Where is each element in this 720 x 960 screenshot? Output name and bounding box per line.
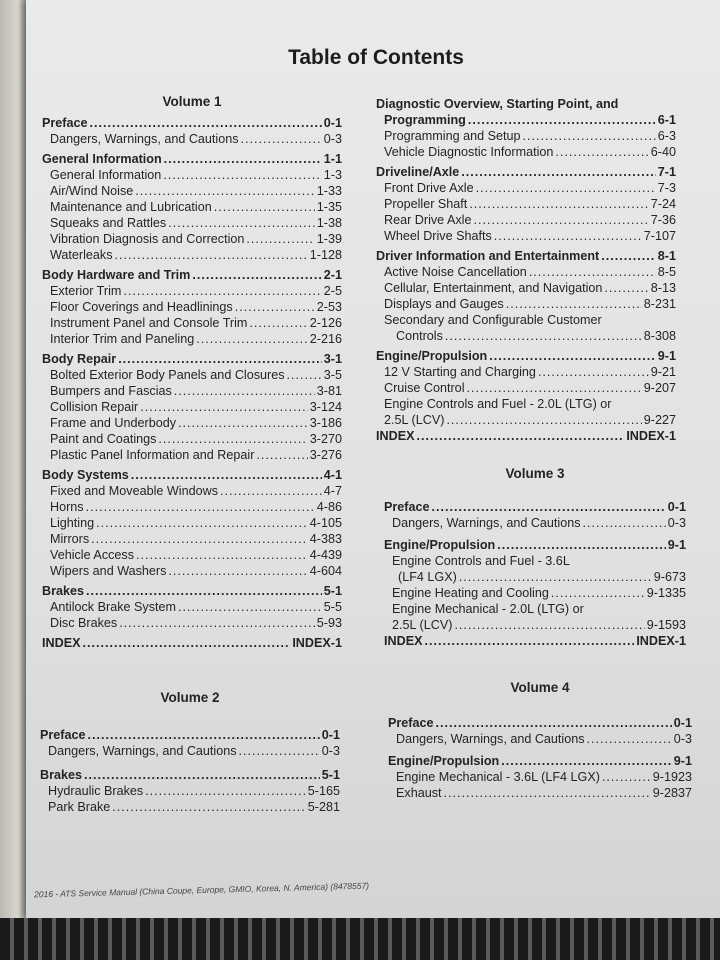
volume-2-heading: Volume 2 bbox=[160, 690, 220, 705]
toc-section bbox=[376, 164, 676, 244]
entry-page: 4-604 bbox=[309, 564, 342, 578]
toc-entry[interactable] bbox=[42, 151, 342, 167]
entry-title: Engine/Propulsion bbox=[388, 754, 500, 768]
entry-page: 3-276 bbox=[309, 448, 342, 462]
toc-entry[interactable] bbox=[42, 299, 342, 315]
toc-entry[interactable] bbox=[388, 769, 692, 785]
dot-leader bbox=[178, 599, 322, 615]
entry-page: 1-1 bbox=[323, 152, 342, 166]
entry-title: Wipers and Washers bbox=[50, 564, 167, 578]
toc-entry[interactable] bbox=[42, 467, 342, 483]
toc-entry[interactable] bbox=[376, 212, 676, 228]
toc-section bbox=[42, 151, 342, 263]
entry-title: Bolted Exterior Body Panels and Closures bbox=[50, 368, 285, 382]
dot-leader bbox=[476, 180, 656, 196]
dot-leader bbox=[163, 167, 321, 183]
entry-title: Body Systems bbox=[42, 468, 129, 482]
entry-page: 7-1 bbox=[657, 165, 676, 179]
toc-section bbox=[42, 351, 342, 463]
entry-title: Vibration Diagnosis and Correction bbox=[50, 232, 245, 246]
dot-leader bbox=[168, 215, 315, 231]
toc-entry[interactable] bbox=[388, 753, 692, 769]
toc-entry[interactable]: Engine Heating and Cooling ..... 9-1335 bbox=[384, 585, 686, 601]
entry-page: 4-383 bbox=[309, 532, 342, 546]
entry-page: 7-24 bbox=[650, 197, 676, 211]
toc-entry[interactable] bbox=[42, 399, 342, 415]
entry-title: Wheel Drive Shafts bbox=[384, 229, 492, 243]
toc-entry[interactable]: Engine/Propulsion ..... 9-1 bbox=[384, 537, 686, 553]
dot-leader bbox=[220, 483, 322, 499]
toc-entry-line: Engine Controls and Fuel - 3.6L bbox=[392, 554, 570, 568]
toc-entry[interactable]: INDEX ..... INDEX-1 bbox=[376, 428, 676, 444]
dot-leader bbox=[602, 769, 651, 785]
toc-entry[interactable]: 2.5L (LCV) ..... 9-227 bbox=[376, 412, 676, 428]
toc-entry[interactable]: Programming ..... 6-1 bbox=[376, 112, 676, 128]
dot-leader bbox=[235, 299, 315, 315]
volume-1-heading: Volume 1 bbox=[162, 94, 222, 109]
dot-leader bbox=[249, 315, 307, 331]
entry-page: 7-107 bbox=[643, 229, 676, 243]
entry-page: 3-270 bbox=[309, 432, 342, 446]
dot-leader bbox=[83, 635, 291, 651]
dot-leader bbox=[119, 615, 315, 631]
volume-2-column bbox=[40, 690, 340, 823]
dot-leader bbox=[164, 151, 322, 167]
entry-title: Maintenance and Lubrication bbox=[50, 200, 212, 214]
entry-title: Preface bbox=[40, 728, 86, 742]
dot-leader bbox=[587, 731, 672, 747]
volume-1-column bbox=[42, 94, 342, 655]
toc-entry[interactable] bbox=[376, 280, 676, 296]
toc-section bbox=[42, 115, 342, 147]
toc-entry[interactable] bbox=[40, 743, 340, 759]
toc-entry[interactable] bbox=[376, 196, 676, 212]
dot-leader bbox=[145, 783, 306, 799]
dot-leader bbox=[287, 367, 322, 383]
entry-page: 0-1 bbox=[323, 116, 342, 130]
toc-entry[interactable] bbox=[42, 215, 342, 231]
toc-section bbox=[388, 715, 692, 747]
toc-entry[interactable] bbox=[42, 483, 342, 499]
entry-page: 0-3 bbox=[673, 732, 692, 746]
dot-leader bbox=[86, 499, 315, 515]
toc-entry[interactable]: (LF4 LGX) ..... 9-673 bbox=[384, 569, 686, 585]
volume-4-heading: Volume 4 bbox=[510, 680, 570, 695]
entry-page: 5-5 bbox=[323, 600, 342, 614]
toc-entry[interactable]: Cruise Control ..... 9-207 bbox=[376, 380, 676, 396]
toc-entry[interactable] bbox=[42, 131, 342, 147]
toc-entry[interactable] bbox=[42, 615, 342, 631]
entry-page: 1-39 bbox=[316, 232, 342, 246]
entry-title: Driver Information and Entertainment bbox=[376, 249, 600, 263]
toc-section bbox=[388, 753, 692, 801]
toc-entry[interactable] bbox=[40, 783, 340, 799]
entry-title: Preface bbox=[388, 716, 434, 730]
dot-leader bbox=[115, 247, 308, 263]
entry-page: 8-231 bbox=[643, 297, 676, 311]
entry-page: 3-1 bbox=[323, 352, 342, 366]
toc-entry[interactable] bbox=[42, 315, 342, 331]
toc-entry[interactable] bbox=[376, 264, 676, 280]
toc-section bbox=[376, 248, 676, 312]
entry-title: Body Hardware and Trim bbox=[42, 268, 191, 282]
entry-title: Vehicle Access bbox=[50, 548, 135, 562]
entry-page: 4-7 bbox=[323, 484, 342, 498]
volume-3-column bbox=[384, 466, 686, 649]
entry-page: 0-1 bbox=[321, 728, 340, 742]
toc-entry[interactable] bbox=[42, 635, 342, 651]
toc-entry[interactable] bbox=[42, 415, 342, 431]
entry-title: Disc Brakes bbox=[50, 616, 118, 630]
toc-section bbox=[376, 96, 676, 160]
entry-title: Propeller Shaft bbox=[384, 197, 468, 211]
toc-entry[interactable] bbox=[42, 231, 342, 247]
entry-page: 0-3 bbox=[323, 132, 342, 146]
entry-title: Exterior Trim bbox=[50, 284, 122, 298]
dot-leader bbox=[241, 131, 322, 147]
volume-1-sections bbox=[42, 115, 342, 651]
dot-leader bbox=[112, 799, 305, 815]
toc-entry[interactable] bbox=[42, 351, 342, 367]
entry-page: 9-2837 bbox=[652, 786, 692, 800]
volume-4-column bbox=[388, 680, 692, 807]
entry-page: 7-36 bbox=[650, 213, 676, 227]
entry-title: Active Noise Cancellation bbox=[384, 265, 527, 279]
dot-leader bbox=[88, 727, 320, 743]
toc-entry[interactable] bbox=[376, 180, 676, 196]
dot-leader bbox=[474, 212, 649, 228]
toc-entry[interactable] bbox=[42, 499, 342, 515]
entry-title: Antilock Brake System bbox=[50, 600, 176, 614]
entry-page: 5-1 bbox=[321, 768, 340, 782]
entry-title: Dangers, Warnings, and Cautions bbox=[48, 744, 237, 758]
toc-entry[interactable]: INDEX ..... INDEX-1 bbox=[384, 633, 686, 649]
entry-title: General Information bbox=[42, 152, 162, 166]
toc-entry[interactable]: Controls ..... 8-308 bbox=[376, 328, 676, 344]
entry-title: Park Brake bbox=[48, 800, 111, 814]
toc-entry[interactable] bbox=[42, 583, 342, 599]
toc-entry[interactable] bbox=[388, 715, 692, 731]
entry-title: Cellular, Entertainment, and Navigation bbox=[384, 281, 603, 295]
entry-title: Engine Mechanical - 3.6L (LF4 LGX) bbox=[396, 770, 600, 784]
dot-leader bbox=[444, 785, 651, 801]
toc-section bbox=[42, 467, 342, 579]
toc-entry[interactable] bbox=[388, 785, 692, 801]
document-page bbox=[26, 0, 720, 918]
entry-title: Bumpers and Fascias bbox=[50, 384, 172, 398]
dot-leader bbox=[178, 415, 308, 431]
entry-title: Floor Coverings and Headlinings bbox=[50, 300, 233, 314]
toc-entry[interactable]: Engine/Propulsion ..... 9-1 bbox=[376, 348, 676, 364]
entry-page: 3-5 bbox=[323, 368, 342, 382]
entry-page: 5-281 bbox=[307, 800, 340, 814]
entry-page: 4-86 bbox=[316, 500, 342, 514]
toc-entry[interactable] bbox=[42, 531, 342, 547]
dot-leader bbox=[529, 264, 656, 280]
volume-3-heading: Volume 3 bbox=[505, 466, 565, 481]
entry-title: Air/Wind Noise bbox=[50, 184, 134, 198]
entry-page: 5-165 bbox=[307, 784, 340, 798]
toc-entry[interactable] bbox=[42, 167, 342, 183]
dot-leader bbox=[96, 515, 308, 531]
toc-entry[interactable] bbox=[376, 228, 676, 244]
entry-page: 3-81 bbox=[316, 384, 342, 398]
entry-title: Lighting bbox=[50, 516, 95, 530]
toc-entry[interactable] bbox=[42, 383, 342, 399]
entry-page: 4-105 bbox=[309, 516, 342, 530]
toc-entry[interactable] bbox=[42, 331, 342, 347]
toc-entry[interactable] bbox=[388, 731, 692, 747]
entry-page: 2-216 bbox=[309, 332, 342, 346]
entry-page: 2-53 bbox=[316, 300, 342, 314]
entry-page: 8-5 bbox=[657, 265, 676, 279]
entry-title: Fixed and Moveable Windows bbox=[50, 484, 218, 498]
entry-title: INDEX bbox=[42, 636, 81, 650]
entry-title: Instrument Panel and Console Trim bbox=[50, 316, 248, 330]
dot-leader bbox=[494, 228, 642, 244]
entry-page: 8-1 bbox=[657, 249, 676, 263]
dot-leader bbox=[86, 583, 322, 599]
entry-page: 1-35 bbox=[316, 200, 342, 214]
entry-page: 2-1 bbox=[323, 268, 342, 282]
toc-entry[interactable] bbox=[42, 599, 342, 615]
dot-leader bbox=[140, 399, 308, 415]
entry-page: 4-439 bbox=[309, 548, 342, 562]
dot-leader bbox=[123, 283, 321, 299]
entry-title: Exhaust bbox=[396, 786, 442, 800]
entry-page: 0-3 bbox=[321, 744, 340, 758]
dot-leader bbox=[469, 196, 648, 212]
dot-leader bbox=[256, 447, 307, 463]
entry-page: 2-126 bbox=[309, 316, 342, 330]
entry-page: 9-1923 bbox=[652, 770, 692, 784]
entry-title: Collision Repair bbox=[50, 400, 139, 414]
volume-2-sections bbox=[40, 727, 340, 815]
toc-entry[interactable]: Programming and Setup ..... 6-3 bbox=[376, 128, 676, 144]
page-footer: 2016 - ATS Service Manual (China Coupe, Europe, GMIO, Korea, N. America) (8478557) bbox=[33, 880, 370, 900]
toc-entry[interactable] bbox=[42, 367, 342, 383]
entry-title: Hydraulic Brakes bbox=[48, 784, 144, 798]
entry-title: Body Repair bbox=[42, 352, 117, 366]
entry-page: 1-3 bbox=[323, 168, 342, 182]
dot-leader bbox=[158, 431, 307, 447]
entry-title: Preface bbox=[42, 116, 88, 130]
toc-entry[interactable]: Dangers, Warnings, and Cautions ..... 0-3 bbox=[384, 515, 686, 531]
entry-title: Front Drive Axle bbox=[384, 181, 474, 195]
entry-title: Waterleaks bbox=[50, 248, 113, 262]
entry-title: General Information bbox=[50, 168, 162, 182]
entry-page: 2-5 bbox=[323, 284, 342, 298]
volume-2-continued-column bbox=[376, 96, 676, 444]
toc-entry[interactable]: 12 V Starting and Charging ..... 9-21 bbox=[376, 364, 676, 380]
dot-leader bbox=[174, 383, 315, 399]
entry-title: Dangers, Warnings, and Cautions bbox=[50, 132, 239, 146]
toc-entry[interactable]: Vehicle Diagnostic Information ..... 6-40 bbox=[376, 144, 676, 160]
entry-title: Paint and Coatings bbox=[50, 432, 157, 446]
dot-leader bbox=[90, 115, 322, 131]
toc-entry[interactable]: Preface ..... 0-1 bbox=[384, 499, 686, 515]
toc-entry[interactable] bbox=[42, 267, 342, 283]
toc-entry[interactable] bbox=[40, 767, 340, 783]
toc-entry[interactable] bbox=[40, 727, 340, 743]
entry-page: 3-124 bbox=[309, 400, 342, 414]
entry-title: Brakes bbox=[42, 584, 85, 598]
entry-title: Plastic Panel Information and Repair bbox=[50, 448, 255, 462]
toc-entry-line: Secondary and Configurable Customer bbox=[384, 313, 602, 327]
entry-page: 4-1 bbox=[323, 468, 342, 482]
entry-title: Rear Drive Axle bbox=[384, 213, 472, 227]
toc-entry[interactable] bbox=[376, 248, 676, 264]
toc-section bbox=[42, 635, 342, 651]
toc-entry[interactable] bbox=[42, 247, 342, 263]
dot-leader bbox=[601, 248, 656, 264]
dot-leader bbox=[461, 164, 655, 180]
dot-leader bbox=[118, 351, 322, 367]
dot-leader bbox=[84, 767, 320, 783]
toc-entry[interactable] bbox=[42, 515, 342, 531]
entry-title: Squeaks and Rattles bbox=[50, 216, 167, 230]
entry-page: 3-186 bbox=[309, 416, 342, 430]
dot-leader bbox=[501, 753, 672, 769]
dot-leader bbox=[246, 231, 314, 247]
toc-entry[interactable] bbox=[42, 283, 342, 299]
entry-title: Frame and Underbody bbox=[50, 416, 177, 430]
toc-entry[interactable] bbox=[42, 199, 342, 215]
dot-leader bbox=[604, 280, 648, 296]
toc-entry[interactable] bbox=[42, 183, 342, 199]
toc-entry[interactable] bbox=[376, 164, 676, 180]
dot-leader bbox=[239, 743, 320, 759]
toc-entry[interactable] bbox=[42, 115, 342, 131]
entry-page: 5-1 bbox=[323, 584, 342, 598]
entry-page: INDEX-1 bbox=[292, 636, 342, 650]
entry-title: Mirrors bbox=[50, 532, 90, 546]
page-title: Table of Contents bbox=[288, 46, 464, 69]
dot-leader bbox=[168, 563, 307, 579]
entry-title: Interior Trim and Paneling bbox=[50, 332, 195, 346]
entry-page: 9-1 bbox=[673, 754, 692, 768]
toc-section bbox=[40, 727, 340, 759]
entry-page: 1-33 bbox=[316, 184, 342, 198]
toc-entry[interactable] bbox=[42, 447, 342, 463]
entry-title: Driveline/Axle bbox=[376, 165, 460, 179]
entry-title: Brakes bbox=[40, 768, 83, 782]
entry-page: 7-3 bbox=[657, 181, 676, 195]
toc-entry[interactable] bbox=[42, 547, 342, 563]
toc-section bbox=[40, 767, 340, 815]
section-title: Diagnostic Overview, Starting Point, and bbox=[376, 97, 619, 111]
toc-entry[interactable] bbox=[42, 431, 342, 447]
entry-page: 1-128 bbox=[309, 248, 342, 262]
dot-leader bbox=[91, 531, 308, 547]
toc-entry-line: Engine Controls and Fuel - 2.0L (LTG) or bbox=[384, 397, 612, 411]
dot-leader bbox=[196, 331, 308, 347]
toc-section bbox=[42, 267, 342, 347]
toc-section bbox=[42, 583, 342, 631]
entry-page: 8-13 bbox=[650, 281, 676, 295]
toc-entry[interactable]: 2.5L (LCV) ..... 9-1593 bbox=[384, 617, 686, 633]
dot-leader bbox=[135, 183, 315, 199]
toc-entry[interactable] bbox=[40, 799, 340, 815]
dot-leader bbox=[506, 296, 642, 312]
entry-page: 5-93 bbox=[316, 616, 342, 630]
dot-leader bbox=[436, 715, 672, 731]
dot-leader bbox=[192, 267, 321, 283]
entry-page: 0-1 bbox=[673, 716, 692, 730]
dot-leader bbox=[131, 467, 322, 483]
background-grill bbox=[0, 918, 720, 960]
dot-leader bbox=[136, 547, 308, 563]
dot-leader bbox=[214, 199, 315, 215]
entry-title: Horns bbox=[50, 500, 84, 514]
entry-title: Dangers, Warnings, and Cautions bbox=[396, 732, 585, 746]
toc-entry[interactable] bbox=[376, 296, 676, 312]
toc-entry[interactable] bbox=[42, 563, 342, 579]
entry-title: Displays and Gauges bbox=[384, 297, 504, 311]
entry-page: 1-38 bbox=[316, 216, 342, 230]
toc-entry-line: Engine Mechanical - 2.0L (LTG) or bbox=[392, 602, 584, 616]
